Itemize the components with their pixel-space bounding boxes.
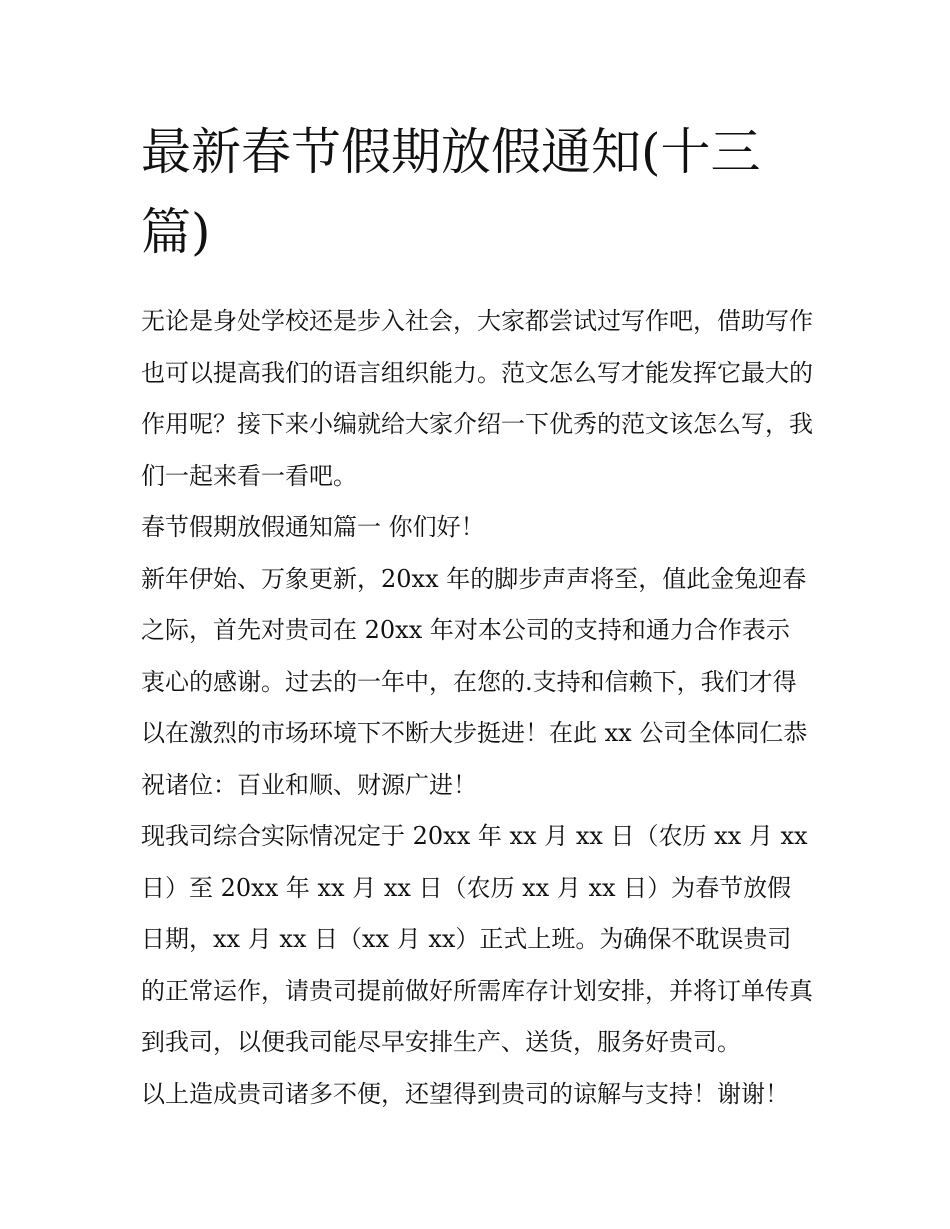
paragraph-intro: 无论是身处学校还是步入社会，大家都尝试过写作吧，借助写作也可以提高我们的语言组织能力。范文怎么写才能发挥它最大的作用呢？接下来小编就给大家介绍一下优秀的范文该怎么写，我们一起来看一看吧。	[141, 307, 813, 490]
paragraph-closing: 以上造成贵司诸多不便，还望得到贵司的谅解与支持！谢谢！	[141, 1079, 789, 1108]
paragraph-section-heading: 春节假期放假通知篇一 你们好！	[141, 513, 485, 541]
paragraph-holiday-dates: 现我司综合实际情况定于 20xx 年 xx 月 xx 日（农历 xx 月 xx 日）至 20xx 年 xx 月 xx 日（农历 xx 月 xx 日）为春节放假日期，xx 月 xx 日（xx 月 xx）正式上班。为确保不耽误贵司的正常运作，请贵司提前做好所需库存计划安排，并将订单传真到我司，以便我司能尽早安排生产、送货，服务好贵司。	[141, 822, 813, 1056]
document-page	[141, 112, 813, 1120]
document-body	[141, 296, 813, 1120]
paragraph-greeting: 新年伊始、万象更新，20xx 年的脚步声声将至，值此金兔迎春之际，首先对贵司在 20xx 年对本公司的支持和通力合作表示衷心的感谢。过去的一年中，在您的.支持和信赖下，我们才得以在激烈的市场环境下不断大步挺进！在此 xx 公司全体同仁恭祝诸位：百业和顺、财源广进！	[141, 564, 808, 799]
document-title: 最新春节假期放假通知(十三篇)	[141, 123, 761, 261]
